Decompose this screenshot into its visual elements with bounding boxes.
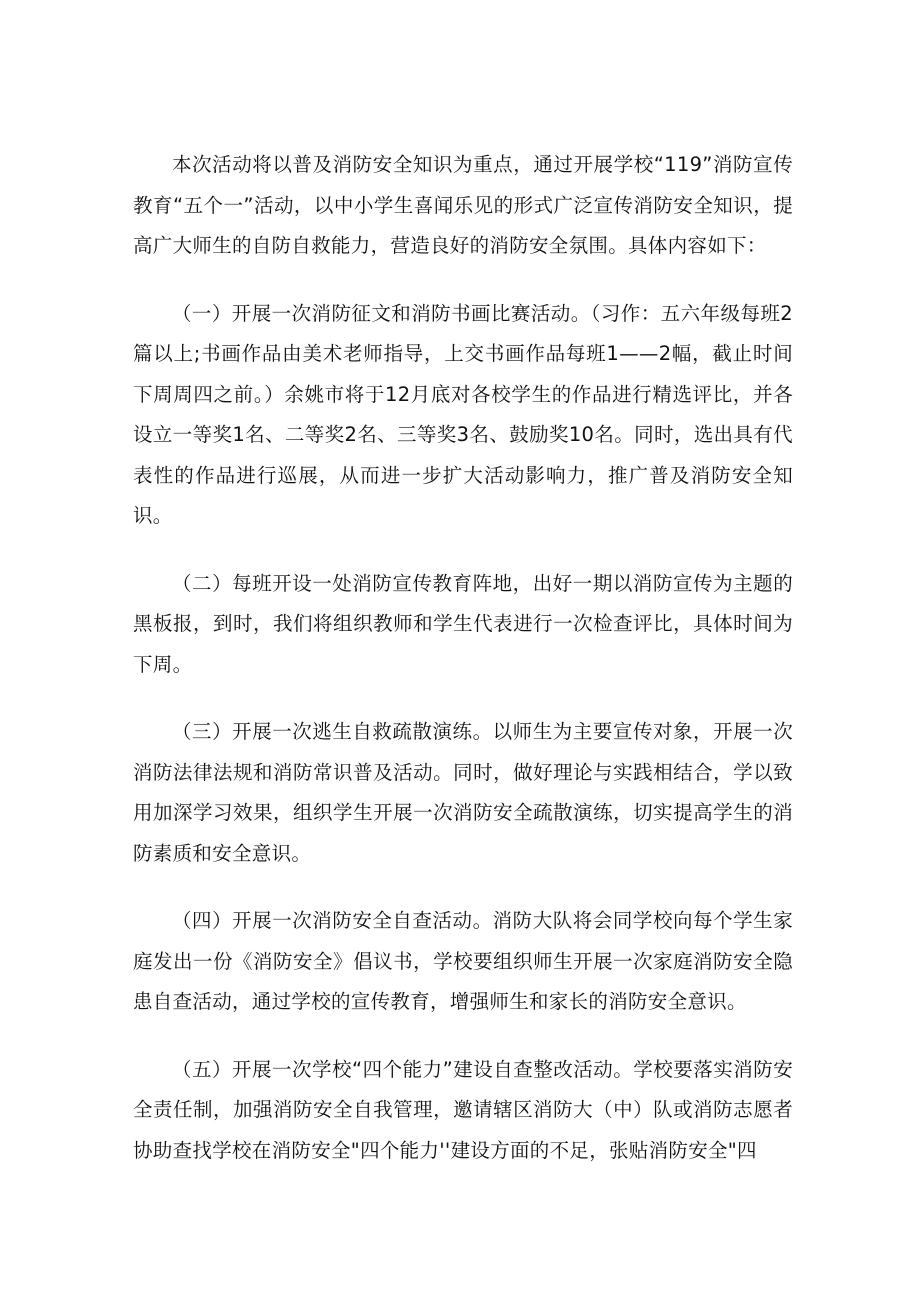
paragraph-item-3: （三）开展一次逃生自救疏散演练。以师生为主要宣传对象，开展一次消防法律法规和消防常识普及活动。同时，做好理论与实践相结合，学以致用加深学习效果，组织学生开展一次消防安全疏散演练，切实提高学生的消防素质和安全意识。 xyxy=(133,720,793,865)
paragraph-item-1: （一）开展一次消防征文和消防书画比赛活动。（习作：五六年级每班2篇以上;书画作品由美术老师指导，上交书画作品每班1——2幅，截止时间下周周四之前。）余姚市将于12月底对各校学生的作品进行精选评比，并各设立一等奖1名、二等奖2名、三等奖3名、鼓励奖10名。同时，选出具有代表性的作品进行巡展，从而进一步扩大活动影响力，推广普及消防安全知识。 xyxy=(133,301,793,527)
paragraph-item-5: （五）开展一次学校“四个能力”建设自查整改活动。学校要落实消防安全责任制，加强消防安全自我管理，邀请辖区消防大（中）队或消防志愿者协助查找学校在消防安全"四个能力''建设方面的不足，张贴消防安全"四 xyxy=(133,1057,793,1162)
paragraph-item-2: （二）每班开设一处消防宣传教育阵地，出好一期以消防宣传为主题的黑板报，到时，我们将组织教师和学生代表进行一次检查评比，具体时间为下周。 xyxy=(133,571,793,676)
paragraph-item-4: （四）开展一次消防安全自查活动。消防大队将会同学校向每个学生家庭发出一份《消防安全》倡议书，学校要组织师生开展一次家庭消防安全隐患自查活动，通过学校的宣传教育，增强师生和家长的消防安全意识。 xyxy=(133,909,793,1013)
paragraph-intro: 本次活动将以普及消防安全知识为重点，通过开展学校“119”消防宣传教育“五个一”活动，以中小学生喜闻乐见的形式广泛宣传消防安全知识，提高广大师生的自防自救能力，营造良好的消防安全氛围。具体内容如下： xyxy=(133,153,793,257)
document-body xyxy=(133,145,793,1198)
